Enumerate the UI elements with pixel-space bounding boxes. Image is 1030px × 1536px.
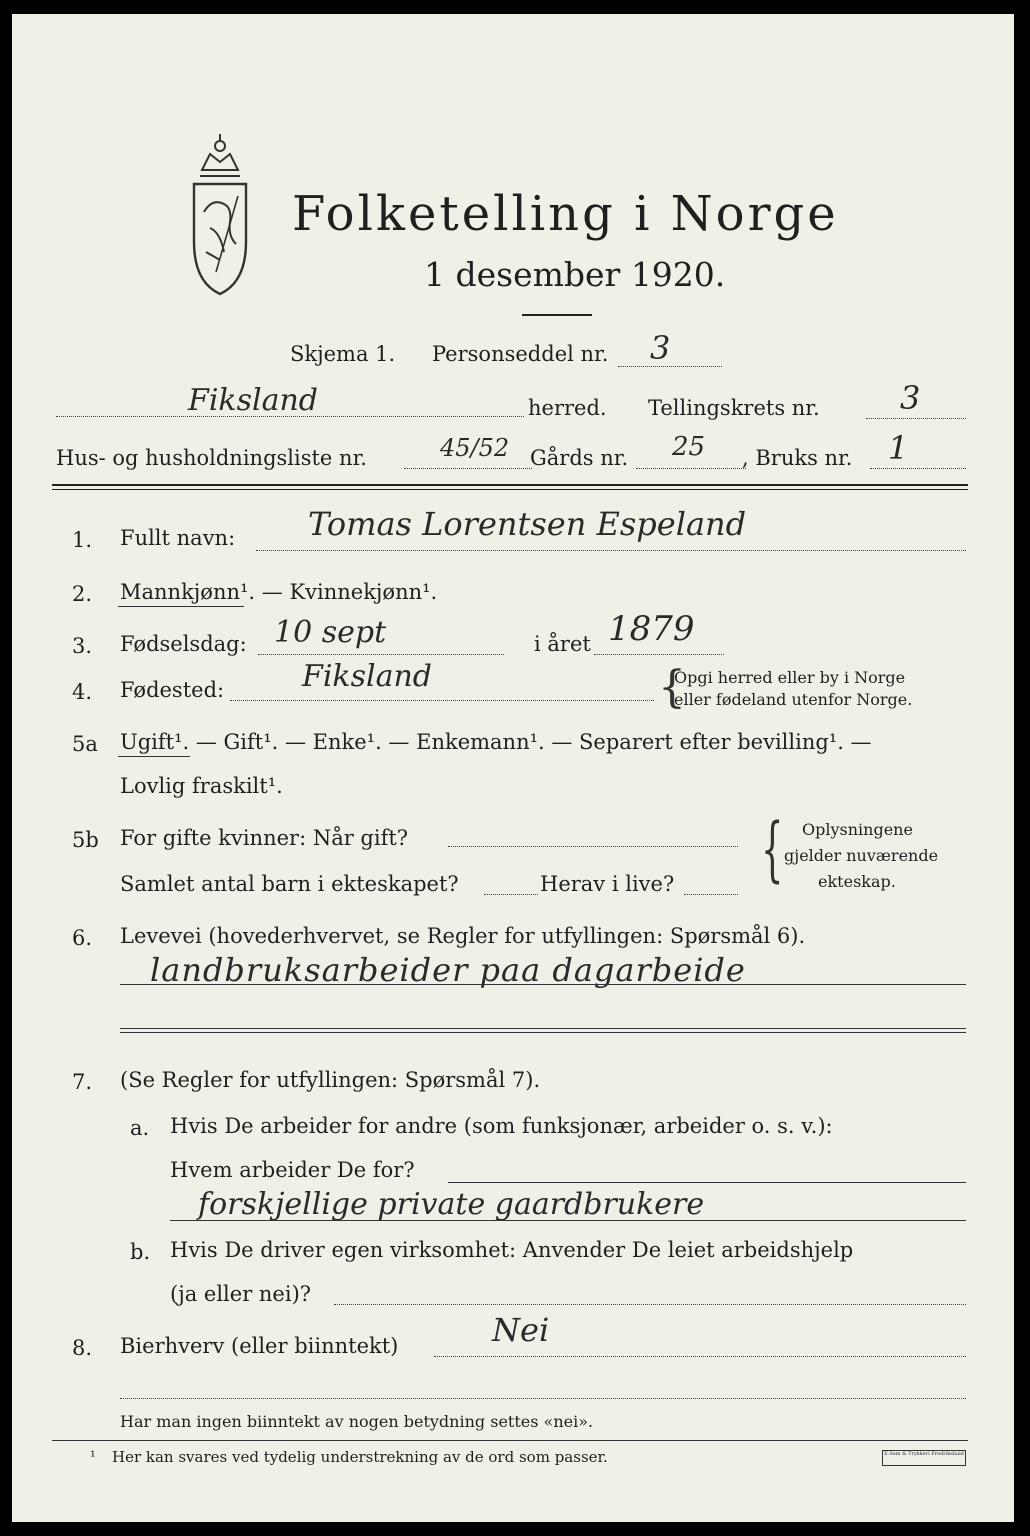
q4-note-line2: eller fødeland utenfor Norge.	[674, 690, 913, 709]
footnote-text: Her kan svares ved tydelig understrekning av de ord som passer.	[112, 1448, 608, 1466]
q6-label: Levevei (hovederhvervet, se Regler for utfyllingen: Spørsmål 6).	[120, 924, 806, 948]
form-title: Folketelling i Norge	[292, 186, 839, 242]
q5a-underline-ugift	[118, 756, 190, 757]
form-date: 1 desember 1920.	[424, 255, 726, 294]
bruks-label: , Bruks nr.	[742, 446, 853, 470]
q5a-line1: Ugift¹. — Gift¹. — Enke¹. — Enkemann¹. — Separert efter bevilling¹. —	[120, 730, 872, 754]
personseddel-label: Personseddel nr.	[432, 342, 609, 366]
q4-note-line1: Opgi herred eller by i Norge	[674, 668, 906, 687]
skjema-label: Skjema 1.	[290, 342, 396, 366]
q7a-value: forskjellige private gaardbrukere	[198, 1187, 705, 1222]
printer-stamp: E.Sem & Trykkeri Fredrikshald	[882, 1450, 966, 1466]
section-divider	[52, 484, 968, 486]
title-divider	[522, 314, 592, 316]
personseddel-value: 3	[650, 329, 671, 367]
q5b-line2b: Herav i live?	[540, 872, 675, 896]
q5b-note2: gjelder nuværende	[784, 846, 939, 865]
q4-brace: {	[658, 662, 686, 713]
q7b-line1: Hvis De driver egen virksomhet: Anvender De leiet arbeidshjelp	[170, 1238, 854, 1262]
q8-label: Bierhverv (eller biinntekt)	[120, 1334, 399, 1358]
q7-label: (Se Regler for utfyllingen: Spørsmål 7).	[120, 1068, 541, 1092]
q4-label: Fødested:	[120, 678, 225, 702]
footer-note: Har man ingen biinntekt av nogen betydning settes «nei».	[120, 1412, 594, 1431]
q7a-line2: Hvem arbeider De for?	[170, 1158, 415, 1182]
q7a-line1: Hvis De arbeider for andre (som funksjonær, arbeider o. s. v.):	[170, 1114, 833, 1138]
q7b-line2: (ja eller nei)?	[170, 1282, 312, 1306]
q2-underline-mannkjonn	[118, 606, 244, 607]
q6-value: landbruksarbeider paa dagarbeide	[150, 951, 746, 989]
q3-year-label: i året	[534, 632, 591, 656]
q3-label: Fødselsdag:	[120, 632, 247, 656]
q1-label: Fullt navn:	[120, 526, 236, 550]
bruks-value: 1	[888, 429, 909, 467]
hus-value: 45/52	[440, 434, 510, 462]
q5b-line2a: Samlet antal barn i ekteskapet?	[120, 872, 459, 896]
census-form: Folketelling i Norge 1 desember 1920. Skjema 1. Personseddel nr. 3 Fiksland herred. Tellingskrets nr. 3 Hus- og husholdningsliste nr. 45/52 Gårds nr. 25 , Bruks nr. 1 1. Fullt navn: Tomas Lorentsen Espeland 2. Mannkjønn¹. — Kvinnekjønn¹. 3. Fødselsdag: 10 sept i året 1879 4. Fødested: Fiksland { Opgi herred eller by i Norge eller fødeland utenfor Norge. 5a Ugift¹. — Gift¹. — Enke¹. — Enkemann¹. — Separert efter bevilling¹. — Lovlig fraskilt¹. 5b For gifte kvinner: Når gift? Samlet antal barn i ekteskapet? Herav i live? { Oplysningene gjelder nuværende ekteskap. 6. Levevei (hovederhvervet, se Regler for utfyllingen: Spørsmål 6). landbruksarbeider paa dagarbeide 7. (Se Regler for utfyllingen: Spørsmål 7). a. Hvis De arbeider for andre (som funksjonær, arbeider o. s. v.): Hvem arbeider De for? forskjellige private gaardbrukere b. Hvis De driver egen virksomhet: Anvender De leiet arbeidshjelp (ja eller nei)? 8. Bierhverv (eller biinntekt) Nei Har man ingen biinntekt av nogen betydning settes «nei». ¹ Her kan svares ved tydelig understrekning av de ord som passer. E.Sem & Trykkeri Fredrikshald	[12, 14, 1014, 1522]
q5b-note1: Oplysningene	[802, 820, 913, 839]
q5b-line1: For gifte kvinner: Når gift?	[120, 826, 409, 850]
herred-value: Fiksland	[188, 383, 318, 418]
tellingskrets-label: Tellingskrets nr.	[648, 396, 820, 420]
q2-text: Mannkjønn¹. — Kvinnekjønn¹.	[120, 580, 438, 604]
footnote-mark: ¹	[90, 1449, 96, 1465]
q5a-line2: Lovlig fraskilt¹.	[120, 774, 283, 798]
coat-of-arms-icon	[180, 132, 260, 302]
q5b-brace: {	[761, 808, 784, 890]
q4-value: Fiksland	[302, 659, 432, 694]
q1-value: Tomas Lorentsen Espeland	[308, 505, 747, 543]
tellingskrets-value: 3	[900, 379, 921, 417]
q8-value: Nei	[492, 1311, 550, 1349]
q5b-note3: ekteskap.	[818, 872, 896, 891]
q3-value: 10 sept	[274, 615, 387, 650]
gards-label: Gårds nr.	[530, 446, 629, 470]
gards-value: 25	[672, 432, 706, 462]
hus-label: Hus- og husholdningsliste nr.	[56, 446, 367, 470]
q3-year-value: 1879	[608, 609, 695, 649]
herred-label: herred.	[528, 396, 607, 420]
